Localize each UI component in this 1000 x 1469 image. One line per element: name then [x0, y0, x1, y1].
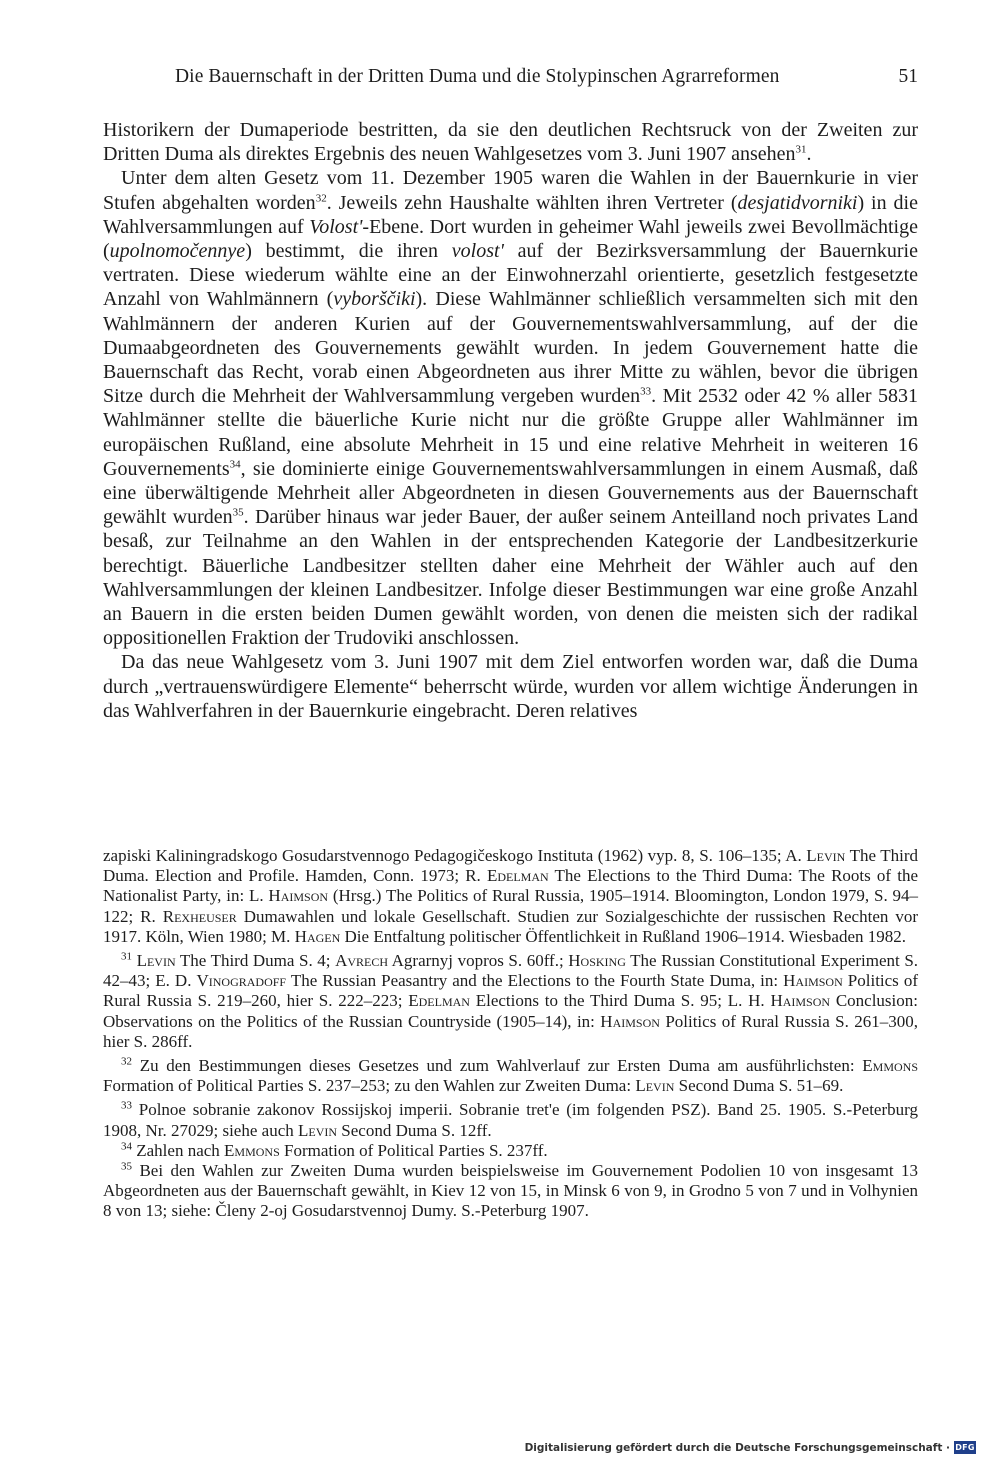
term-desjatidvorniki: desjatidvorniki: [737, 191, 858, 214]
footnote-ref-31[interactable]: 31: [795, 143, 807, 156]
footnote-ref-34[interactable]: 34: [229, 458, 241, 471]
digitization-credit: [525, 1441, 976, 1454]
term-volost-2: volost': [451, 240, 504, 263]
paragraph-3: Da das neue Wahlgesetz vom 3. Juni 1907 mit dem Ziel entworfen worden war, daß die Duma durch „vertrauenswürdigere Elemente“ beherrscht würde, wurden vor allem wichtige Änderungen in das Wahlverfahren in der Bauernkurie eingebracht. Deren relatives: [103, 651, 918, 722]
footnote-30-continuation: zapiski Kaliningradskogo Gosudarstvennogo Pedagogičeskogo Instituta (1962) vyp. 8, S. 106–135; A. Levin The Third Duma. Election and Profile. Hamden, Conn. 1973; R. Edelman The Elections to the Third Duma: The Roots of the Nationalist Party, in: L. Haimson (Hrsg.) The Politics of Rural Russia, 1905–1914. Bloomington, London 1979, S. 94–122; R. Rexheuser Dumawahlen und lokale Gesellschaft. Studien zur Sozialgeschichte der russischen Rechten vor 1917. Köln, Wien 1980; M. Hagen Die Entfaltung politischer Öffentlichkeit in Rußland 1906–1914. Wiesbaden 1982.: [103, 846, 918, 946]
footnote-number: 35: [121, 1160, 132, 1173]
footnote-number: 33: [121, 1099, 132, 1112]
footnote-ref-35[interactable]: 35: [232, 506, 244, 519]
paragraph-2: Unter dem alten Gesetz vom 11. Dezember 1905 waren die Wahlen in der Bauernkurie in vier Stufen abgehalten worden$^{32}$. Jeweils zehn Haushalte wählten ihren Vertreter (desjatidvorniki) in die Wahlversammlungen auf Volost'-Ebene. Dort wurden in geheimer Wahl jeweils zwei Bevollmächtige (upolnomočennye) bestimmt, die ihren volost' auf der Bezirksversammlung der Bauernkurie vertraten. Diese wiederum wählte eine an der Einwohnerzahl orientierte, gesetzlich festgesetzte Anzahl von Wahlmännern (vyborščiki). Diese Wahlmänner schließlich versammelten sich mit den Wahlmännern der anderen Kurien auf der Gouvernementswahlversammlung, auf der die Dumaabgeordneten des Gouvernements gewählt wurden. In jedem Gouvernement hatte die Bauernschaft das Recht, vorab einen Abgeordneten aus ihrer Mitte zu wählen, bevor die übrigen Sitze durch die Mehrheit der Wahlversammlung vergeben wurden$^{33}$. Mit 2532 oder 42 % aller 5831 Wahlmänner stellte die bäuerliche Kurie nicht nur die größte Gruppe aller Wahlmänner im europäischen Rußland, eine absolute Mehrheit in 15 und eine relative Mehrheit in weiteren 16 Gouvernements$^{34}$, sie dominierte einige Gouvernementswahlversammlungen in einem Ausmaß, daß eine überwältigende Mehrheit aller Abgeordneten in diesen Gouvernements aus der Bauernschaft gewählt wurden$^{35}$. Darüber hinaus war jeder Bauer, der außer seinem Anteilland noch privates Land besaß, zur Teilnahme an den Wahlen in der entsprechenden Kategorie der Landbesitzerkurie berechtigt. Bäuerliche Landbesitzer stellten daher eine Mehrheit der Wähler auch auf den Wahlversammlungen der kleinen Landbesitzer. Infolge dieser Bestimmungen war eine große Anzahl an Bauern in die ersten beiden Dumen gewählt worden, von denen die meisten sich der radikal oppositionellen Fraktion der Trudoviki anschlossen.: [103, 167, 918, 650]
running-title: Die Bauernschaft in der Dritten Duma und die Stolypinschen Agrarreformen: [175, 66, 780, 87]
footnote-number: 31: [121, 950, 132, 963]
page-number: 51: [898, 66, 918, 87]
dfg-logo: DFG: [955, 1443, 975, 1452]
term-vyborscik: vyborščiki: [333, 288, 416, 311]
footnote-number: 32: [121, 1055, 132, 1068]
footnote-32: $^{32}$ Zu den Bestimmungen dieses Gesetzes und zum Wahlverlauf zur Ersten Duma am ausführlichsten: Emmons Formation of Political Parties S. 237–253; zu den Wahlen zur Zweiten Duma: Levin Second Duma S. 51–69.: [103, 1055, 918, 1096]
footnote-34: $^{34}$ Zahlen nach Emmons Formation of Political Parties S. 237ff.: [121, 1140, 548, 1160]
footnote-31: $^{31}$ Levin The Third Duma S. 4; Avrech Agrarnyj vopros S. 60ff.; Hosking The Russian Constitutional Experiment S. 42–43; E. D. Vinogradoff The Russian Peasantry and the Elections to the Fourth State Duma, in: Haimson Politics of Rural Russia S. 219–260, hier S. 222–223; Edelman Elections to the Third Duma S. 95; L. H. Haimson Conclusion: Observations on the Politics of the Russian Countryside (1905–14), in: Haimson Politics of Rural Russia S. 261–300, hier S. 286ff.: [103, 950, 919, 1051]
term-volost: Volost': [309, 215, 363, 238]
footnote-number: 34: [121, 1140, 132, 1153]
footnote-33: $^{33}$ Polnoe sobranie zakonov Rossijskoj imperii. Sobranie tret'e (im folgenden PSZ). Band 25. 1905. S.-Peterburg 1908, Nr. 27029; siehe auch Levin Second Duma S. 12ff.: [103, 1099, 918, 1140]
running-head: [103, 66, 918, 96]
paragraph-1: Historikern der Dumaperiode bestritten, da sie den deutlichen Rechtsruck von der Zweiten zur Dritten Duma als direktes Ergebnis des neuen Wahlgesetzes vom 3. Juni 1907 ansehen$^{31}$.: [103, 119, 918, 166]
footnote-ref-32[interactable]: 32: [315, 191, 327, 204]
term-upolnomocennye: upolnomočennye: [109, 240, 246, 263]
footnote-35: $^{35}$ Bei den Wahlen zur Zweiten Duma wurden beispielsweise im Gouvernement Podolien 10 von insgesamt 13 Abgeordneten aus der Bauernschaft gewählt, in Kiev 12 von 15, in Minsk 6 von 9, in Grodno 5 von 7 und in Volhynien 8 von 13; siehe: Členy 2-oj Gosudarstvennoj Dumy. S.-Peterburg 1907.: [103, 1160, 918, 1221]
body-text: [103, 118, 918, 723]
credit-text: Digitalisierung gefördert durch die Deutsche Forschungsgemeinschaft ·: [524, 1441, 950, 1454]
footnotes: [103, 846, 918, 1222]
footnote-ref-33[interactable]: 33: [640, 385, 652, 398]
